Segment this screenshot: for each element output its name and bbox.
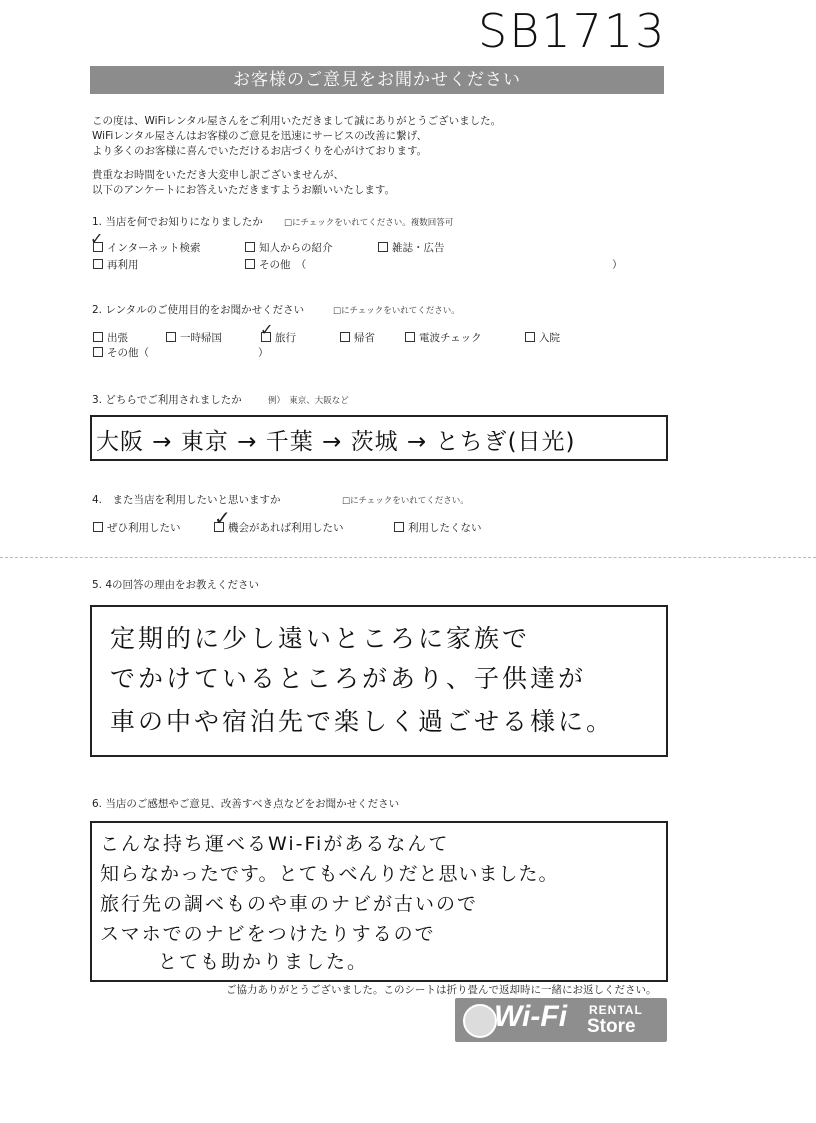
checkmark-icon: ✓	[214, 506, 231, 530]
q2-option-hospital[interactable]: 入院	[525, 330, 560, 345]
checkbox-icon[interactable]	[93, 332, 103, 342]
handwritten-id-code: SB1713	[478, 4, 667, 58]
q2-option-homecoming[interactable]: 帰省	[340, 330, 375, 345]
checkbox-icon[interactable]	[340, 332, 350, 342]
q1-option-other[interactable]: その他 （	[245, 257, 306, 272]
q2-other-close: ）	[258, 347, 269, 359]
q1-other-close: ）	[612, 259, 623, 271]
logo-store: Store	[587, 1016, 636, 1037]
checkmark-icon: ✓	[90, 229, 104, 248]
q2-option-temp-return[interactable]: 一時帰国	[166, 330, 222, 345]
q6-answer-line-3: 旅行先の調べものや車のナビが古いので	[100, 893, 479, 915]
q1-option-reuse[interactable]: 再利用	[93, 257, 139, 272]
q5-answer-line-1: 定期的に少し遠いところに家族で	[110, 624, 531, 653]
q4-label: 4. また当店を利用したいと思いますか	[92, 494, 281, 506]
checkbox-icon[interactable]	[166, 332, 176, 342]
q2-option-other[interactable]: その他（	[93, 345, 149, 360]
checkbox-icon[interactable]	[245, 242, 255, 252]
footer-thanks: ご協力ありがとうございました。このシートは折り畳んで返却時に一緒にお返しください。	[226, 984, 657, 996]
q1-option-internet[interactable]: インターネット検索	[93, 240, 201, 255]
checkbox-icon[interactable]	[245, 259, 255, 269]
q2-option-signal-check[interactable]: 電波チェック	[405, 330, 482, 345]
checkbox-icon[interactable]	[405, 332, 415, 342]
checkbox-icon[interactable]	[93, 522, 103, 532]
q4-note: □にチェックをいれてください。	[342, 496, 469, 506]
checkbox-icon[interactable]	[93, 259, 103, 269]
q6-answer-line-5: とても助かりました。	[158, 951, 369, 973]
intro-line-5: 以下のアンケートにお答えいただきますようお願いいたします。	[92, 184, 396, 196]
checkbox-icon[interactable]	[525, 332, 535, 342]
logo-wordmark: Wi-Fi	[494, 1000, 568, 1033]
q3-example: 例） 東京、大阪など	[268, 396, 349, 406]
mascot-icon	[463, 1004, 497, 1038]
q4-option-if-chance[interactable]: 機会があれば利用したい	[214, 520, 344, 535]
q3-label: 3. どちらでご利用されましたか	[92, 394, 242, 406]
q5-label: 5. 4の回答の理由をお教えください	[92, 579, 260, 591]
checkbox-icon[interactable]	[378, 242, 388, 252]
intro-line-4: 貴重なお時間をいただき大変申し訳ございませんが、	[92, 169, 344, 181]
checkbox-icon[interactable]	[394, 522, 404, 532]
q1-label: 1. 当店を何でお知りになりましたか	[92, 216, 263, 228]
q6-answer-line-2: 知らなかったです。とてもべんりだと思いました。	[100, 863, 559, 885]
q6-answer-line-1: こんな持ち運べるWi-Fiがあるなんて	[100, 833, 450, 855]
q3-answer-box[interactable]	[90, 415, 668, 461]
q1-option-referral[interactable]: 知人からの紹介	[245, 240, 333, 255]
q6-answer-line-4: スマホでのナビをつけたりするので	[100, 923, 436, 945]
q1-note: □にチェックをいれてください。複数回答可	[284, 218, 454, 228]
checkmark-icon: ✓	[260, 320, 274, 339]
fold-line	[0, 557, 816, 558]
q5-answer-line-3: 車の中や宿泊先で楽しく過ごせる様に。	[110, 707, 615, 736]
q4-option-no[interactable]: 利用したくない	[394, 520, 482, 535]
q6-label: 6. 当店のご感想やご意見、改善すべき点などをお聞かせください	[92, 798, 400, 810]
intro-line-1: この度は、WiFiレンタル屋さんをご利用いただきまして誠にありがとうございました。	[92, 115, 502, 127]
q5-answer-line-2: でかけているところがあり、子供達が	[110, 664, 587, 693]
intro-line-2: WiFiレンタル屋さんはお客様のご意見を迅速にサービスの改善に繋げ、	[92, 130, 428, 142]
q2-note: □にチェックをいれてください。	[333, 306, 460, 316]
q2-option-business[interactable]: 出張	[93, 330, 128, 345]
q1-option-magazine[interactable]: 雑誌・広告	[378, 240, 445, 255]
q2-option-travel[interactable]: 旅行	[261, 330, 296, 345]
checkbox-icon[interactable]	[93, 347, 103, 357]
form-title: お客様のご意見をお聞かせください	[90, 66, 664, 94]
intro-line-3: より多くのお客様に喜んでいただけるお店づくりを心がけております。	[92, 145, 428, 157]
q2-label: 2. レンタルのご使用目的をお聞かせください	[92, 304, 305, 316]
q3-answer: 大阪 → 東京 → 千葉 → 茨城 → とちぎ(日光)	[96, 429, 576, 455]
q4-option-definitely[interactable]: ぜひ利用したい	[93, 520, 181, 535]
q6-answer-box[interactable]	[90, 821, 668, 982]
q5-answer-box[interactable]	[90, 605, 668, 757]
logo-rental: RENTAL	[589, 1003, 643, 1017]
